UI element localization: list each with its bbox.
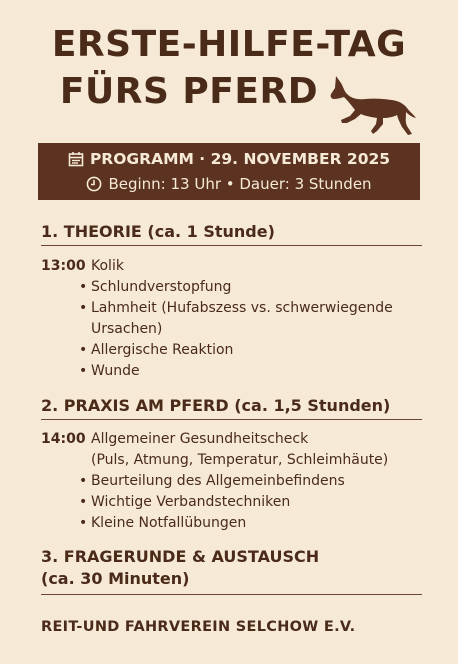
list-item: • Kleine Notfallübungen xyxy=(79,513,345,534)
calendar-icon xyxy=(68,151,84,167)
program-date: PROGRAMM · 29. NOVEMBER 2025 xyxy=(89,150,391,168)
section-2-time: 14:00 xyxy=(41,431,86,447)
program-time: Beginn: 13 Uhr • Dauer: 3 Stunden xyxy=(108,175,372,193)
list-item: • Wichtige Verbandstechniken xyxy=(79,492,345,513)
section-3-duration: (ca. 30 Minuten) xyxy=(41,569,190,588)
list-item: • Schlundverstopfung xyxy=(79,277,393,298)
section-1-divider xyxy=(41,245,422,246)
list-item-continuation: Ursachen) xyxy=(91,321,163,337)
section-1-time: 13:00 xyxy=(41,258,86,274)
list-item: • Allergische Reaktion xyxy=(79,340,393,361)
list-item: Kolik xyxy=(91,258,124,274)
section-2-divider xyxy=(41,419,422,420)
organizer-name: REIT-UND FAHRVEREIN SELCHOW E.V. xyxy=(41,619,356,635)
list-item: Allgemeiner Gesundheitscheck xyxy=(91,431,309,447)
section-2-heading: 2. PRAXIS AM PFERD (ca. 1,5 Stunden) xyxy=(41,396,391,415)
horse-icon xyxy=(328,74,416,138)
list-item: • Wunde xyxy=(79,361,393,382)
section-1-heading: 1. THEORIE (ca. 1 Stunde) xyxy=(41,222,275,241)
list-item-continuation: (Puls, Atmung, Temperatur, Schleimhäute) xyxy=(91,452,389,468)
section-3-divider xyxy=(41,594,422,595)
program-banner xyxy=(38,143,420,200)
list-item: • Lahmheit (Hufabszess vs. schwerwiegende xyxy=(79,298,393,319)
list-item: • Beurteilung des Allgemeinbefindens xyxy=(79,471,345,492)
clock-icon xyxy=(86,176,102,192)
title-line-1: ERSTE-HILFE-TAG xyxy=(51,24,407,65)
title-line-2: FÜRS PFERD xyxy=(59,71,319,112)
section-3-heading: 3. FRAGERUNDE & AUSTAUSCH xyxy=(41,547,320,566)
